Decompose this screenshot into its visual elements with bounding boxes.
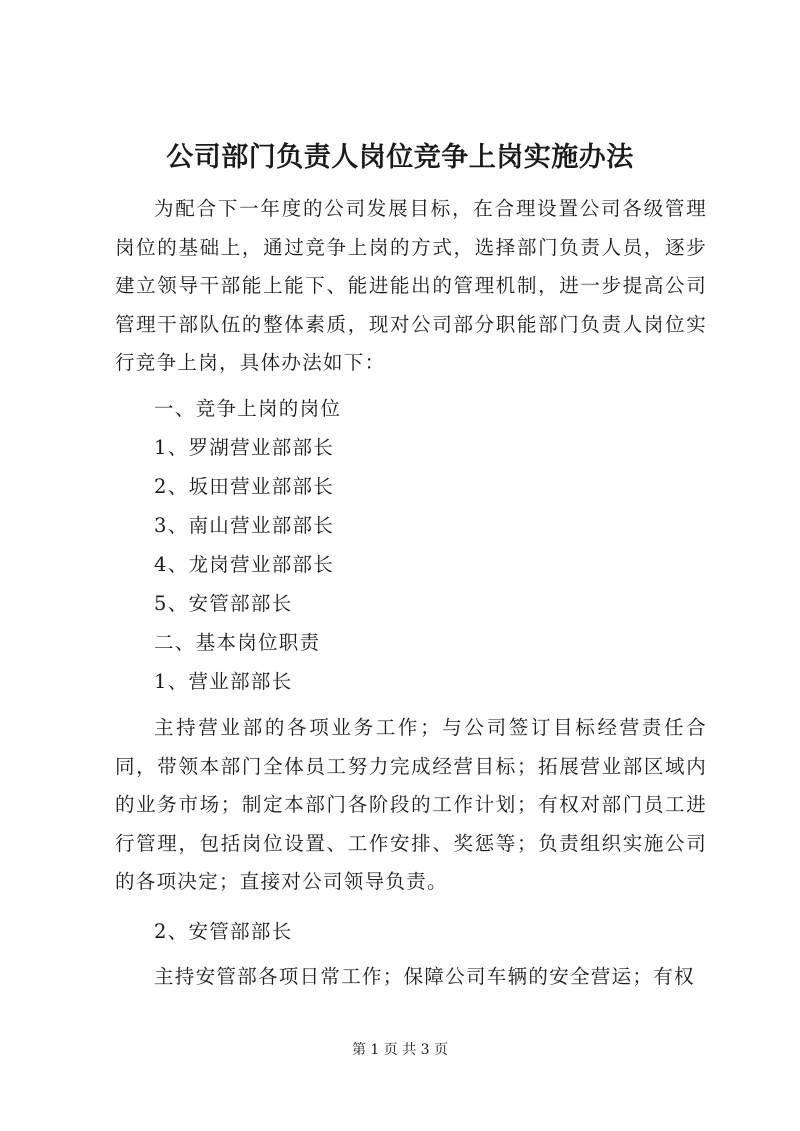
duty-heading-sales-manager: 1、营业部部长: [154, 670, 293, 693]
position-item: 4、龙岗营业部部长: [154, 553, 335, 576]
duty-heading-safety-manager: 2、安管部部长: [154, 920, 293, 943]
position-item: 3、南山营业部部长: [154, 514, 335, 537]
section-heading-duties: 二、基本岗位职责: [154, 631, 321, 654]
position-item: 2、坂田营业部部长: [154, 475, 335, 498]
section-heading-positions: 一、竞争上岗的岗位: [154, 397, 342, 420]
page-number-footer: 第 1 页 共 3 页: [351, 1042, 449, 1058]
document-title: 公司部门负责人岗位竞争上岗实施办法: [166, 142, 634, 173]
duty-paragraph-sales-manager: 主持营业部的各项业务工作；与公司签订目标经营责任合同，带领本部门全体员工努力完成经营目标；拓展营业部区域内的业务市场；制定本部门各阶段的工作计划；有权对部门员工进行管理，包括岗位设置、工作安排、奖惩等；负责组织实施公司的各项决定；直接对公司领导负责。: [115, 716, 707, 893]
position-item: 5、安管部部长: [154, 592, 293, 615]
duty-paragraph-safety-manager: 主持安管部各项日常工作；保障公司车辆的安全营运；有权: [154, 965, 695, 988]
position-item: 1、罗湖营业部部长: [154, 436, 335, 459]
intro-paragraph: 为配合下一年度的公司发展目标，在合理设置公司各级管理岗位的基础上，通过竞争上岗的方式，选择部门负责人员，逐步建立领导干部能上能下、能进能出的管理机制，进一步提高公司管理干部队伍的整体素质，现对公司部分职能部门负责人岗位实行竞争上岗，具体办法如下：: [115, 197, 707, 374]
